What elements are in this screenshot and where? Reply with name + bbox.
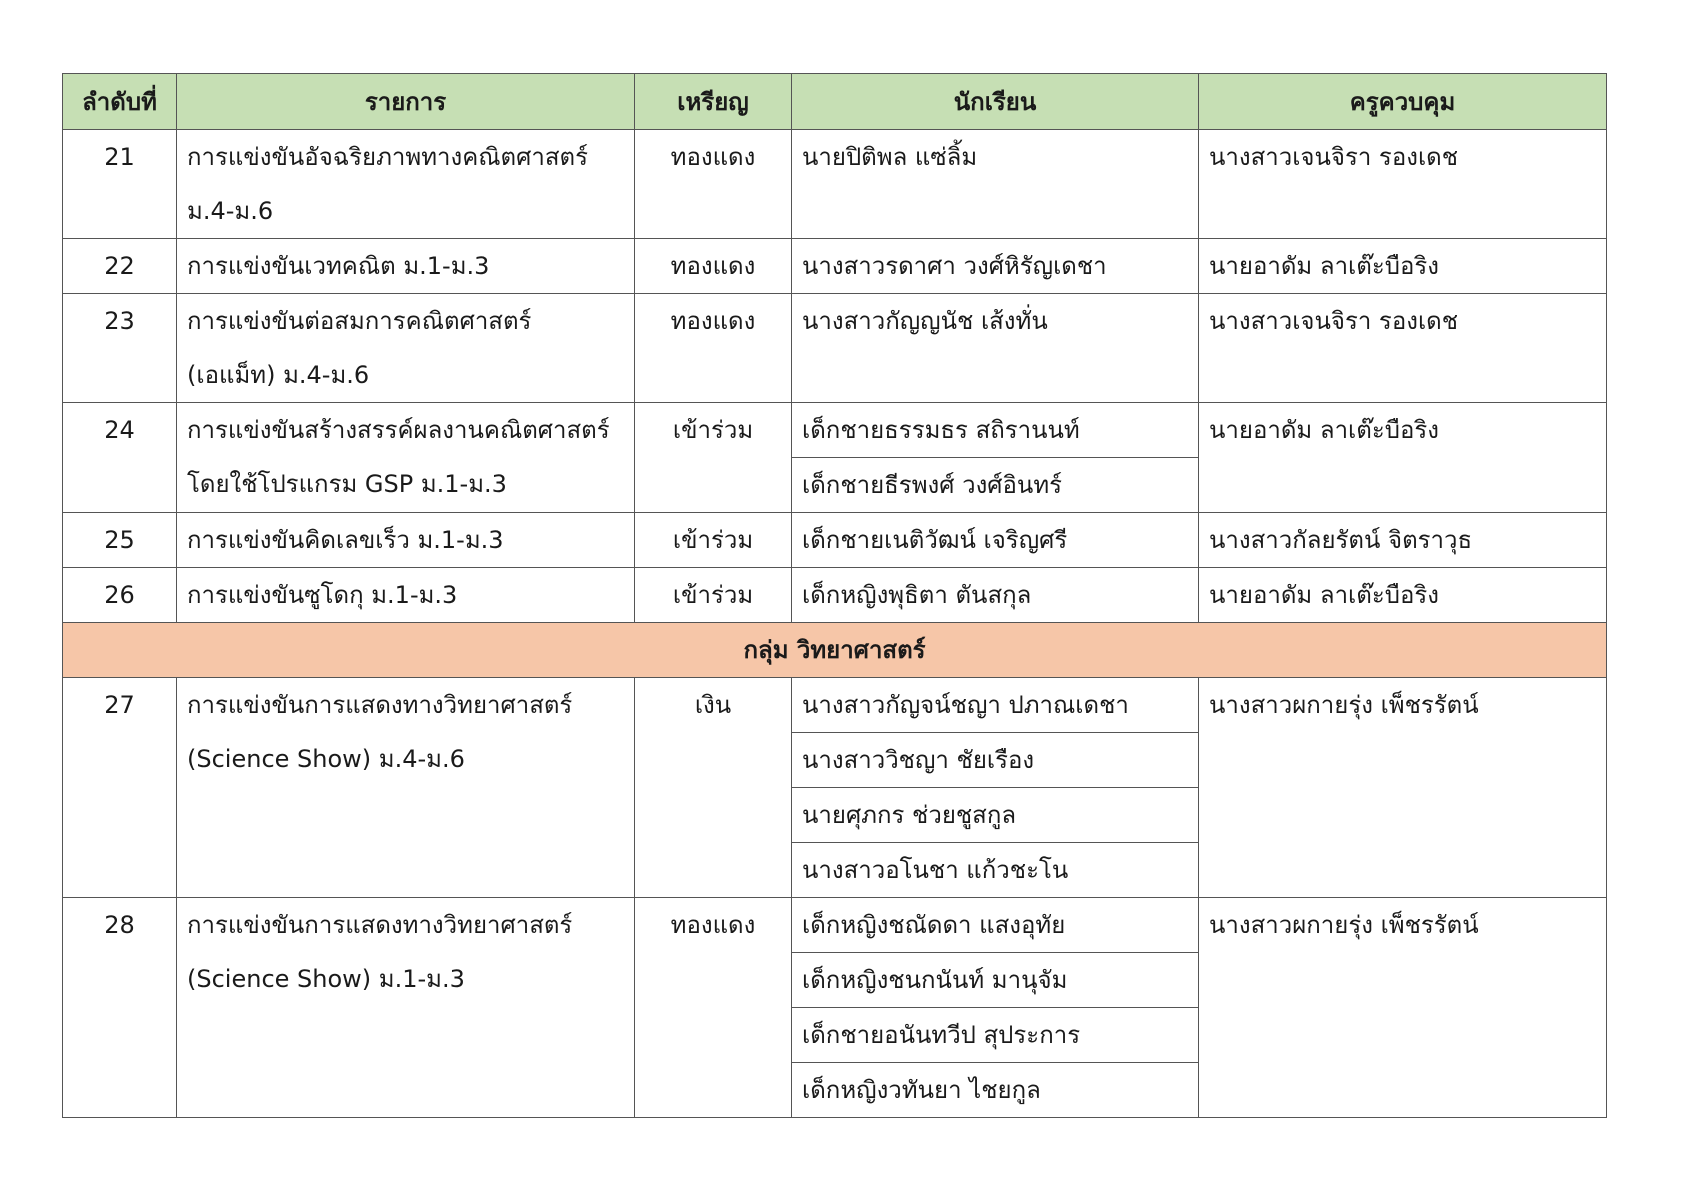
table-row bbox=[63, 513, 1607, 568]
competition-item-line: การแข่งขันสร้างสรรค์ผลงานคณิตศาสตร์ bbox=[187, 416, 610, 444]
student-name: เด็กหญิงชณัดดา แสงอุทัย bbox=[792, 898, 1199, 953]
teacher-name: นายอาดัม ลาเต๊ะบือริง bbox=[1199, 403, 1607, 513]
table-row bbox=[63, 239, 1607, 294]
competition-item bbox=[177, 130, 635, 239]
student-name: นางสาวกัญญนัช เส้งทั่น bbox=[792, 294, 1199, 403]
student-name: นางสาวอโนชา แก้วชะโน bbox=[792, 843, 1199, 898]
table-row bbox=[63, 130, 1607, 239]
competition-item-line: ม.4-ม.6 bbox=[187, 197, 274, 225]
medal: ทองแดง bbox=[635, 239, 792, 294]
competition-item-line: (เอแม็ท) ม.4-ม.6 bbox=[187, 361, 370, 389]
row-number: 28 bbox=[63, 898, 177, 1118]
header-item: รายการ bbox=[177, 74, 635, 130]
medal: เงิน bbox=[635, 678, 792, 898]
medal: ทองแดง bbox=[635, 898, 792, 1118]
row-number: 26 bbox=[63, 568, 177, 623]
competition-item-line: โดยใช้โปรแกรม GSP ม.1-ม.3 bbox=[187, 470, 507, 498]
competition-item-line: การแข่งขันต่อสมการคณิตศาสตร์ bbox=[187, 307, 532, 335]
table-row bbox=[63, 403, 1607, 458]
competition-item bbox=[177, 294, 635, 403]
student-name: เด็กชายเนติวัฒน์ เจริญศรี bbox=[792, 513, 1199, 568]
student-name: นางสาวกัญจน์ชญา ปภาณเดชา bbox=[792, 678, 1199, 733]
table-row bbox=[63, 568, 1607, 623]
competition-item-line: การแข่งขันซูโดกุ ม.1-ม.3 bbox=[187, 581, 458, 609]
teacher-name: นายอาดัม ลาเต๊ะบือริง bbox=[1199, 239, 1607, 294]
table-row bbox=[63, 898, 1607, 953]
medal: เข้าร่วม bbox=[635, 403, 792, 513]
table-row bbox=[63, 294, 1607, 403]
competition-item-line: การแข่งขันเวทคณิต ม.1-ม.3 bbox=[187, 252, 490, 280]
student-name: นายปิติพล แซ่ลิ้ม bbox=[792, 130, 1199, 239]
header-student: นักเรียน bbox=[792, 74, 1199, 130]
competition-item-line: การแข่งขันการแสดงทางวิทยาศาสตร์ bbox=[187, 691, 573, 719]
row-number: 22 bbox=[63, 239, 177, 294]
teacher-name: นางสาวเจนจิรา รองเดช bbox=[1199, 294, 1607, 403]
group-row bbox=[63, 623, 1607, 678]
competition-item bbox=[177, 403, 635, 513]
medal: เข้าร่วม bbox=[635, 513, 792, 568]
row-number: 23 bbox=[63, 294, 177, 403]
student-name: เด็กชายอนันทวีป สุประการ bbox=[792, 1008, 1199, 1063]
competition-item-line: การแข่งขันอัจฉริยภาพทางคณิตศาสตร์ bbox=[187, 143, 588, 171]
row-number: 24 bbox=[63, 403, 177, 513]
row-number: 25 bbox=[63, 513, 177, 568]
header-medal: เหรียญ bbox=[635, 74, 792, 130]
competition-item-line: (Science Show) ม.1-ม.3 bbox=[187, 965, 465, 993]
competition-item bbox=[177, 678, 635, 898]
teacher-name: นางสาวผกายรุ่ง เพ็ชรรัตน์ bbox=[1199, 678, 1607, 898]
medal: เข้าร่วม bbox=[635, 568, 792, 623]
teacher-name: นายอาดัม ลาเต๊ะบือริง bbox=[1199, 568, 1607, 623]
table-header bbox=[63, 74, 1607, 130]
competition-item bbox=[177, 568, 635, 623]
student-name: นางสาวรดาศา วงศ์หิรัญเดชา bbox=[792, 239, 1199, 294]
competition-item bbox=[177, 239, 635, 294]
medal: ทองแดง bbox=[635, 130, 792, 239]
student-name: นายศุภกร ช่วยชูสกูล bbox=[792, 788, 1199, 843]
results-table bbox=[62, 73, 1607, 1118]
teacher-name: นางสาวกัลยรัตน์ จิตราวุธ bbox=[1199, 513, 1607, 568]
row-number: 27 bbox=[63, 678, 177, 898]
competition-item bbox=[177, 513, 635, 568]
group-heading: กลุ่ม วิทยาศาสตร์ bbox=[63, 623, 1607, 678]
teacher-name: นางสาวเจนจิรา รองเดช bbox=[1199, 130, 1607, 239]
row-number: 21 bbox=[63, 130, 177, 239]
student-name: เด็กหญิงชนกนันท์ มานุจัม bbox=[792, 953, 1199, 1008]
student-name: เด็กชายธีรพงศ์ วงศ์อินทร์ bbox=[792, 458, 1199, 513]
table-body bbox=[63, 130, 1607, 1118]
student-name: เด็กหญิงพุธิตา ตันสกุล bbox=[792, 568, 1199, 623]
medal: ทองแดง bbox=[635, 294, 792, 403]
competition-item-line: การแข่งขันคิดเลขเร็ว ม.1-ม.3 bbox=[187, 526, 504, 554]
header-no: ลำดับที่ bbox=[63, 74, 177, 130]
table-row bbox=[63, 678, 1607, 733]
competition-item-line: (Science Show) ม.4-ม.6 bbox=[187, 745, 465, 773]
header-teacher: ครูควบคุม bbox=[1199, 74, 1607, 130]
header-row bbox=[63, 74, 1607, 130]
competition-item bbox=[177, 898, 635, 1118]
student-name: เด็กหญิงวทันยา ไชยกูล bbox=[792, 1063, 1199, 1118]
competition-item-line: การแข่งขันการแสดงทางวิทยาศาสตร์ bbox=[187, 911, 573, 939]
teacher-name: นางสาวผกายรุ่ง เพ็ชรรัตน์ bbox=[1199, 898, 1607, 1118]
student-name: เด็กชายธรรมธร สถิรานนท์ bbox=[792, 403, 1199, 458]
student-name: นางสาววิชญา ชัยเรือง bbox=[792, 733, 1199, 788]
